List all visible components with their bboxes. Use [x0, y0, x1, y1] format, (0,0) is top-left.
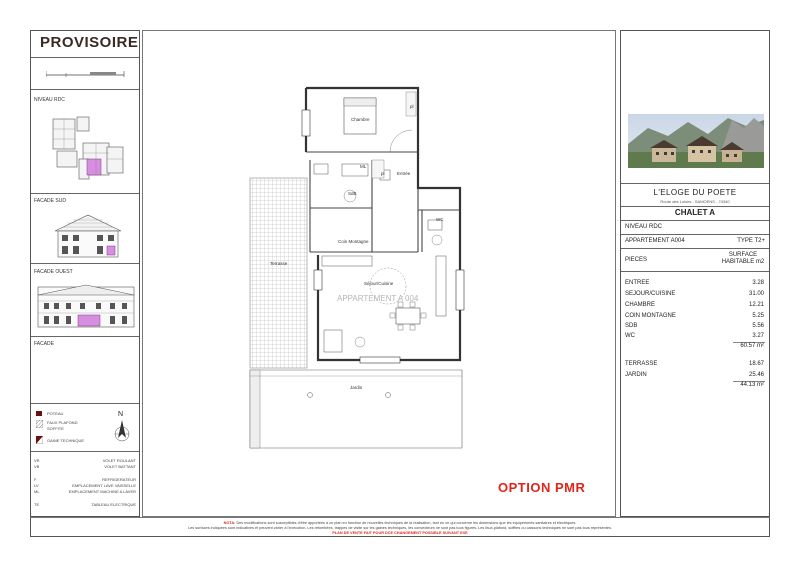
status-title: PROVISOIRE	[40, 34, 139, 51]
pieces-header: PIECES	[625, 257, 648, 263]
chalet-name: CHALET A	[674, 208, 716, 217]
footer-line-3: PLAN DE VENTE FAIT POUR DCE CHANGEMENT POSSIBLE SUIVANT EXE	[332, 531, 468, 535]
north-label: N	[118, 411, 124, 418]
level-value: NIVEAU RDC	[625, 224, 663, 230]
room-ml: ML	[360, 164, 367, 169]
abbr-code: F	[34, 477, 37, 482]
room-sejour: Séjour/Cuisine	[364, 281, 394, 286]
abbr-code: ML	[34, 489, 40, 494]
room-area: 31.00	[748, 291, 764, 297]
footer-text-1: Des modifications sont susceptibles d'être apportées à ce plan en fonction de nouvelles techniques de la réalisation, tant en ce qui concerne les dimensions que les équipements sanitaires et électriques.	[236, 521, 577, 525]
exterior-area: 25.46	[748, 372, 764, 378]
apartment-type: TYPE T2+	[737, 238, 765, 244]
legend-gaine: GAINE TECHNIQUE	[47, 438, 85, 443]
abbr-code: VR	[34, 458, 40, 463]
room-name: SEJOUR/CUISINE	[625, 291, 676, 297]
level-label: NIVEAU RDC	[34, 97, 65, 103]
exterior-name: TERRASSE	[625, 361, 658, 367]
room-area: 3.28	[752, 280, 764, 286]
abbr-code: VB	[34, 464, 40, 469]
gaine-swatch	[36, 436, 43, 444]
room-coin-montagne: Coin Montagne	[338, 239, 369, 244]
exterior-area: 18.67	[748, 361, 764, 367]
option-pmr: OPTION PMR	[498, 480, 586, 495]
facade-sud-drawing	[53, 211, 123, 259]
apartment-ref: APPARTEMENT A004	[625, 238, 685, 244]
program-title: L'ELOGE DU POETE	[653, 188, 737, 197]
faux-plafond-swatch	[36, 420, 43, 428]
scale-bar	[46, 66, 126, 80]
surface-header: SURFACE HABITABLE m2	[721, 252, 765, 265]
left-panel	[30, 30, 140, 517]
abbr-text: VOLET ROULANT	[102, 458, 136, 463]
building-photo	[628, 114, 764, 168]
exterior-name: JARDIN	[625, 372, 647, 378]
abbr-text: EMPLACEMENT LAVE VAISSELLE	[72, 483, 136, 488]
room-entree: Entrée	[397, 171, 411, 176]
abbr-code: TE	[34, 502, 40, 507]
room-area: 5.56	[752, 323, 764, 329]
exterior-total: 44.13 m²	[740, 382, 764, 388]
room-area: 5.25	[752, 313, 764, 319]
room-name: ENTREE	[625, 280, 650, 286]
room-terrasse: Terrasse	[270, 261, 288, 266]
facade-label: FACADE	[34, 341, 55, 347]
footer-nota: NOTA:	[223, 521, 236, 525]
room-sdb: SdB	[348, 191, 357, 196]
room-jardin: Jardin	[350, 385, 363, 390]
legend-faux-plafond: FAUX PLAFOND	[47, 420, 78, 425]
rooms-total: 60.57 m²	[740, 343, 764, 349]
floor-plan	[240, 80, 475, 460]
footer-panel	[30, 517, 770, 537]
room-wc: WC	[436, 217, 444, 222]
facade-sud-label: FACADE SUD	[34, 198, 66, 204]
north-arrow-icon	[113, 420, 131, 444]
apartment-name: APPARTEMENT A 004	[337, 294, 419, 303]
abbr-text: REFRIGERATEUR	[102, 477, 136, 482]
room-name: SDB	[625, 323, 638, 329]
room-area: 12.21	[748, 302, 764, 308]
room-pl: pl	[381, 171, 385, 176]
program-address: Route des Loisirs - SAMOENS - 74340	[660, 199, 730, 204]
abbr-text: VOLET BATTANT	[104, 464, 136, 469]
room-pl: pl	[410, 104, 414, 109]
abbr-code: LV	[34, 483, 39, 488]
legend-soffite: SOFFITE	[47, 426, 64, 431]
right-panel	[620, 30, 770, 517]
abbr-text: TABLEAU ELECTRIQUE	[91, 502, 136, 507]
room-name: COIN MONTAGNE	[625, 313, 676, 319]
abbr-text: EMPLACEMENT MACHINE A LAVER	[68, 489, 136, 494]
footer-line-1	[31, 521, 769, 525]
room-name: WC	[625, 333, 635, 339]
legend-poteau: POTEAU	[47, 411, 64, 416]
room-area: 3.27	[752, 333, 764, 339]
room-name: CHAMBRE	[625, 302, 656, 308]
poteau-swatch	[36, 411, 42, 416]
site-mini-plan	[49, 109, 129, 189]
room-chambre: Chambre	[351, 117, 370, 122]
facade-ouest-label: FACADE OUEST	[34, 269, 73, 275]
footer-line-2: Les surfaces indiquées sont indicatives et peuvent varier à l'exécution. Les retombées, trappes de visite sur les gaines techniques, les convecteurs ne sont pas tous figurés. Les faux-plafond, soffites ou caissons techniques ne sont pas tous représentés.	[188, 526, 612, 530]
facade-ouest-drawing	[36, 283, 136, 331]
